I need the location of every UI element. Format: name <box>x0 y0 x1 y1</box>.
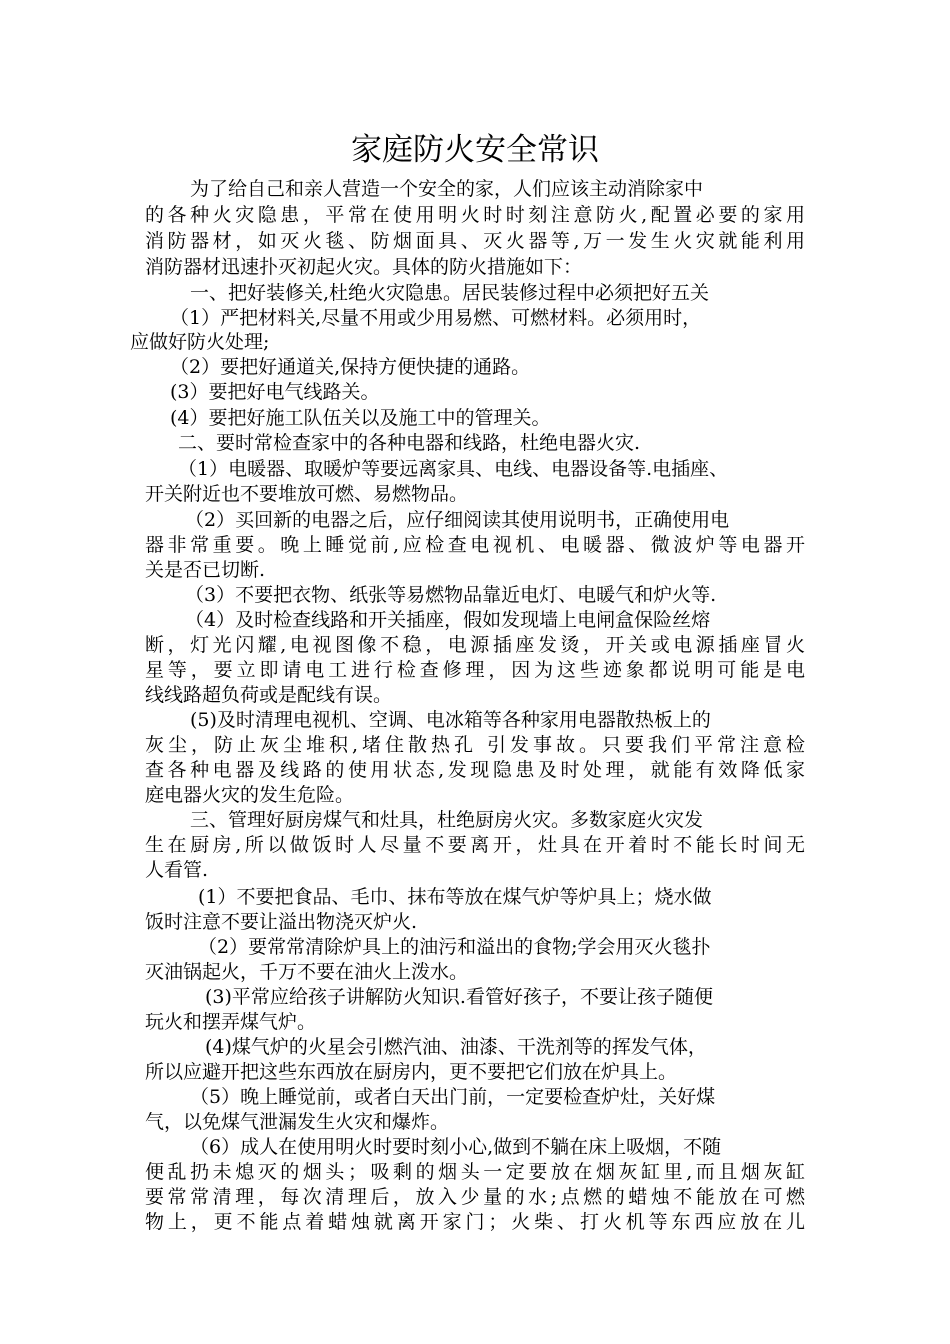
text-line: (3）要把好电气线路关。 <box>170 381 380 403</box>
text-line: (1）不要把食品、毛巾、抹布等放在煤气炉等炉具上；烧水做 <box>198 886 712 908</box>
text-line: 饭时注意不要让溢出物浇灭炉火. <box>145 911 418 933</box>
text-line: 星等，要立即请电工进行检查修理，因为这些迹象都说明可能是电 <box>145 659 805 681</box>
text-line: 关是否已切断. <box>145 559 266 581</box>
text-line: (3)平常应给孩子讲解防火知识.看管好孩子，不要让孩子随便 <box>205 986 713 1008</box>
text-line: 所以应避开把这些东西放在厨房内，更不要把它们放在炉具上。 <box>145 1061 678 1083</box>
text-line: （2）买回新的电器之后，应仔细阅读其使用说明书，正确使用电 <box>185 509 730 531</box>
text-line: （4）及时检查线路和开关插座，假如发现墙上电闸盒保险丝熔 <box>185 609 711 631</box>
text-line: （2）要常常清除炉具上的油污和溢出的食物;学会用灭火毯扑 <box>198 936 711 958</box>
text-line: 气，以免煤气泄漏发生火灾和爆炸。 <box>145 1111 450 1133</box>
text-line: 要常常清理，每次清理后，放入少量的水;点燃的蜡烛不能放在可燃 <box>145 1186 805 1208</box>
text-line: 二、要时常检查家中的各种电器和线路，杜绝电器火灾. <box>178 432 641 454</box>
text-line: (5)及时清理电视机、空调、电冰箱等各种家用电器散热板上的 <box>190 709 711 731</box>
text-line: （2）要把好通道关,保持方便快捷的通路。 <box>170 356 531 378</box>
text-line: 一、把好装修关,杜绝火灾隐患。居民装修过程中必须把好五关 <box>190 282 710 304</box>
text-line: （1）严把材料关,尽量不用或少用易燃、可燃材料。必须用时， <box>170 307 702 329</box>
text-line: 物上，更不能点着蜡烛就离开家门；火柴、打火机等东西应放在儿 <box>145 1211 805 1233</box>
text-line: 三、管理好厨房煤气和灶具，杜绝厨房火灾。多数家庭火灾发 <box>190 809 704 831</box>
text-line: （6）成人在使用明火时要时刻小心,做到不躺在床上吸烟，不随 <box>190 1136 722 1158</box>
text-line: 为了给自己和亲人营造一个安全的家，人们应该主动消除家中 <box>190 178 704 200</box>
text-line: 器非常重要。晚上睡觉前,应检查电视机、电暖器、微波炉等电器开 <box>145 534 805 556</box>
text-line: （5）晚上睡觉前，或者白天出门前，一定要检查炉灶，关好煤 <box>190 1086 716 1108</box>
document-title: 家庭防火安全常识 <box>351 132 599 168</box>
text-line: (4)煤气炉的火星会引燃汽油、油漆、干洗剂等的挥发气体， <box>205 1036 707 1058</box>
text-line: （3）不要把衣物、纸张等易燃物品靠近电灯、电暖气和炉火等. <box>185 584 717 606</box>
text-line: 断，灯光闪耀,电视图像不稳，电源插座发烫，开关或电源插座冒火 <box>145 634 805 656</box>
text-line: 人看管. <box>145 859 209 881</box>
text-line: 的各种火灾隐患，平常在使用明火时时刻注意防火,配置必要的家用 <box>145 204 805 226</box>
text-line: 庭电器火灾的发生危险。 <box>145 784 355 806</box>
text-line: 玩火和摆弄煤气炉。 <box>145 1011 317 1033</box>
text-line: 灰尘，防止灰尘堆积,堵住散热孔 引发事故。只要我们平常注意检 <box>145 734 805 756</box>
text-line: （1）电暖器、取暖炉等要远离家具、电线、电器设备等.电插座、 <box>178 458 729 480</box>
text-line: 应做好防火处理; <box>130 331 270 353</box>
text-line: 消防器材，如灭火毯、防烟面具、灭火器等,万一发生火灾就能利用 <box>145 230 805 252</box>
text-line: 开关附近也不要堆放可燃、易燃物品。 <box>145 483 469 505</box>
text-line: (4）要把好施工队伍关以及施工中的管理关。 <box>170 407 551 429</box>
text-line: 灭油锅起火，千万不要在油火上泼水。 <box>145 961 469 983</box>
text-line: 线线路超负荷或是配线有误。 <box>145 684 393 706</box>
text-line: 生在厨房,所以做饭时人尽量不要离开，灶具在开着时不能长时间无 <box>145 834 805 856</box>
text-line: 查各种电器及线路的使用状态,发现隐患及时处理，就能有效降低家 <box>145 759 805 781</box>
text-line: 消防器材迅速扑灭初起火灾。具体的防火措施如下： <box>145 256 583 278</box>
text-line: 便乱扔未熄灭的烟头；吸剩的烟头一定要放在烟灰缸里,而且烟灰缸 <box>145 1161 805 1183</box>
